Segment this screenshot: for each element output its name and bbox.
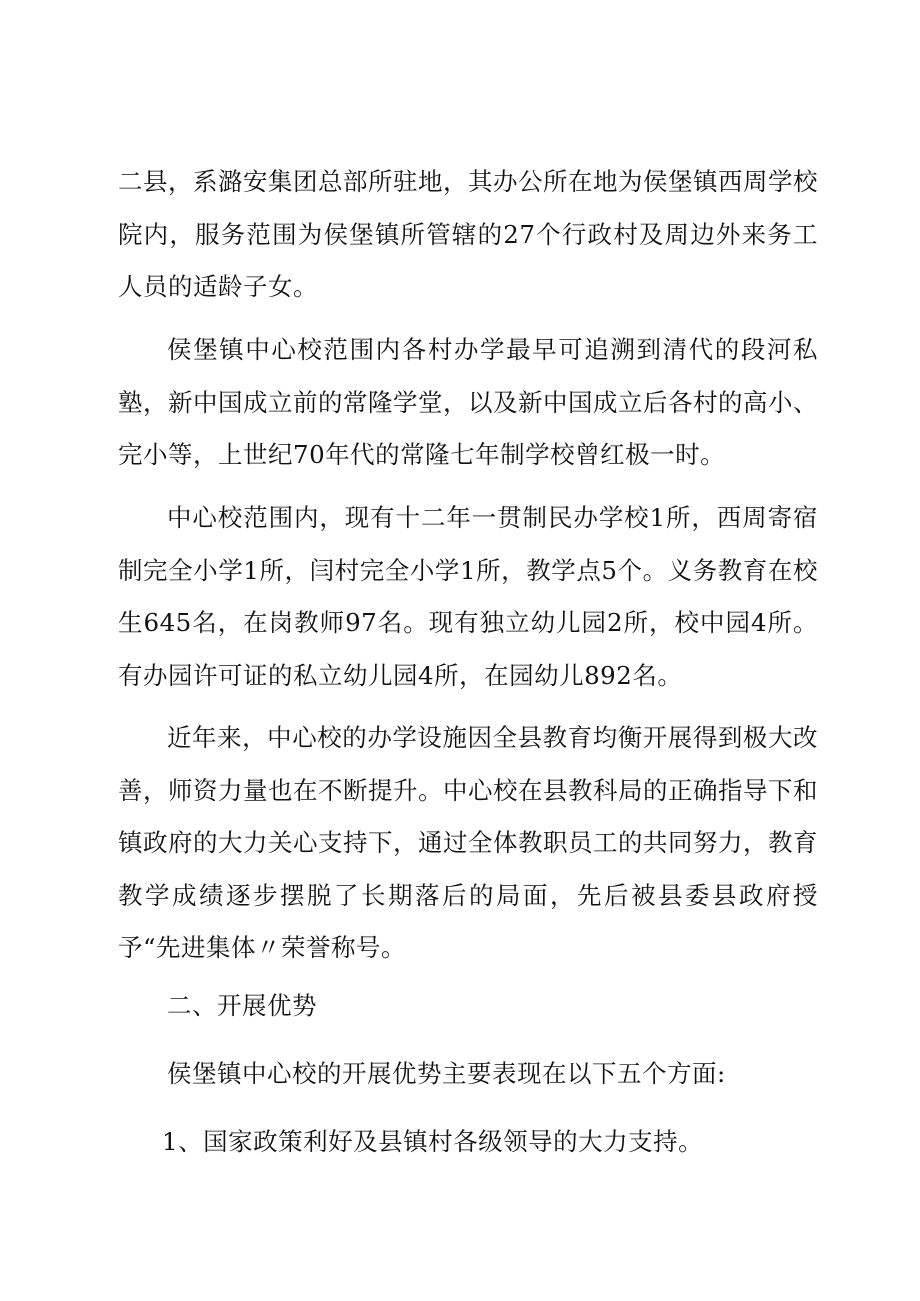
paragraph-school-statistics: 中心校范围内，现有十二年一贯制民办学校1所，西周寄宿制完全小学1所，闫村完全小学1所，教学点5个。义务教育在校生645名，在岗教师97名。现有独立幼儿园2所，校中园4所。有办园许可证的私立幼儿园4所，在园幼儿892名。 <box>118 503 818 690</box>
paragraph-service-scope: 二县，系潞安集团总部所驻地，其办公所在地为侯堡镇西周学校院内，服务范围为侯堡镇所管辖的27个行政村及周边外来务工人员的适龄子女。 <box>118 167 818 302</box>
section-heading: 二、开展优势 <box>167 991 317 1020</box>
paragraph-history: 侯堡镇中心校范围内各村办学最早可追溯到清代的段河私塾，新中国成立前的常隆学堂，以及新中国成立后各村的高小、完小等，上世纪70年代的常隆七年制学校曾红极一时。 <box>118 335 818 470</box>
section-intro: 侯堡镇中心校的开展优势主要表现在以下五个方面: <box>167 1059 726 1088</box>
list-item: 1、国家政策利好及县镇村各级领导的大力支持。 <box>162 1127 704 1156</box>
paragraph-recent-progress: 近年来，中心校的办学设施因全县教育均衡开展得到极大改善，师资力量也在不断提升。中心校在县教科局的正确指导下和镇政府的大力关心支持下，通过全体教职员工的共同努力，教育教学成绩逐步摆脱了长期落后的局面，先后被县委县政府授予“先进集体〃荣誉称号。 <box>118 723 818 963</box>
